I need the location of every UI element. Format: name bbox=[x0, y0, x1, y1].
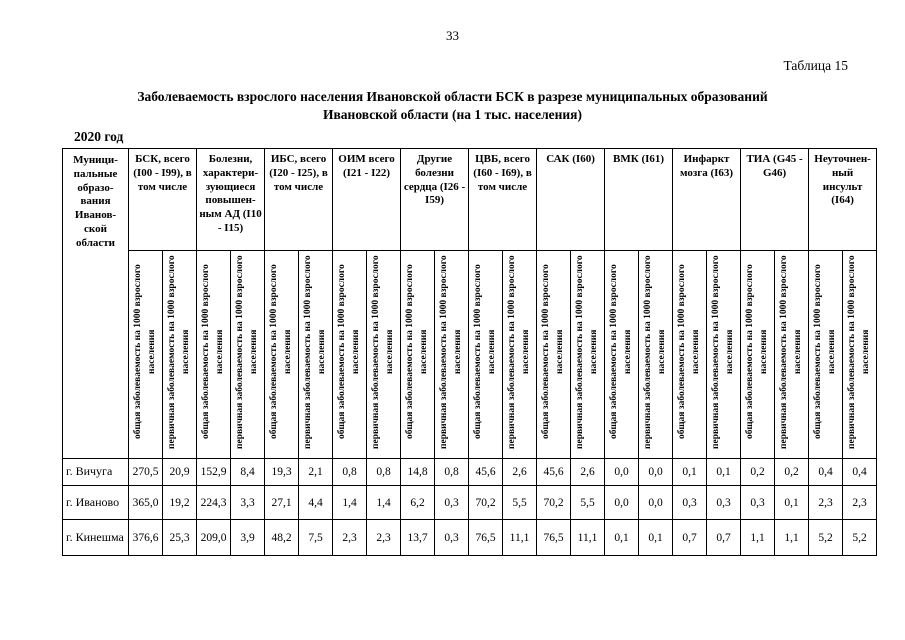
subheader-cell bbox=[367, 251, 401, 459]
value-cell: 365,0 bbox=[129, 486, 163, 520]
subheader-cell bbox=[469, 251, 503, 459]
value-cell: 0,1 bbox=[707, 459, 741, 486]
subheader-cell bbox=[197, 251, 231, 459]
value-cell: 7,5 bbox=[299, 520, 333, 556]
value-cell: 0,3 bbox=[435, 486, 469, 520]
value-cell: 1,1 bbox=[741, 520, 775, 556]
col-group-cvb: ЦВБ, всего (I60 - I69), в том числе bbox=[469, 149, 537, 251]
subheader-cell bbox=[843, 251, 877, 459]
table-row-vichuga bbox=[63, 459, 877, 486]
subheader-cell bbox=[231, 251, 265, 459]
value-cell: 2,3 bbox=[843, 486, 877, 520]
document-title bbox=[91, 88, 815, 123]
col-group-oim: ОИМ всего (I21 - I22) bbox=[333, 149, 401, 251]
value-cell: 70,2 bbox=[537, 486, 571, 520]
value-cell: 0,2 bbox=[741, 459, 775, 486]
col-group-vmk: ВМК (I61) bbox=[605, 149, 673, 251]
subheader-row bbox=[63, 251, 877, 459]
subheader-primary-label: первичная заболеваемость на 1000 взрослого населения bbox=[642, 255, 667, 449]
value-cell: 19,2 bbox=[163, 486, 197, 520]
subheader-total-label: общая заболеваемость на 1000 взрослого населения bbox=[472, 264, 497, 440]
value-cell: 0,3 bbox=[673, 486, 707, 520]
value-cell: 0,7 bbox=[673, 520, 707, 556]
year-label: 2020 год bbox=[74, 129, 124, 145]
value-cell: 0,1 bbox=[605, 520, 639, 556]
value-cell: 3,9 bbox=[231, 520, 265, 556]
value-cell: 19,3 bbox=[265, 459, 299, 486]
value-cell: 48,2 bbox=[265, 520, 299, 556]
value-cell: 5,2 bbox=[809, 520, 843, 556]
subheader-primary-label: первичная заболеваемость на 1000 взрослого населения bbox=[506, 255, 531, 449]
value-cell: 0,0 bbox=[605, 459, 639, 486]
title-line-1: Заболеваемость взрослого населения Ивановской области БСК в разрезе муниципальных образований bbox=[137, 89, 768, 104]
page-number: 33 bbox=[446, 28, 459, 43]
value-cell: 1,1 bbox=[775, 520, 809, 556]
table-row-kineshma bbox=[63, 520, 877, 556]
subheader-primary-label: первичная заболеваемость на 1000 взрослого населения bbox=[302, 255, 327, 449]
subheader-total-label: общая заболеваемость на 1000 взрослого населения bbox=[336, 264, 361, 440]
subheader-cell bbox=[129, 251, 163, 459]
subheader-primary-label: первичная заболеваемость на 1000 взрослого населения bbox=[710, 255, 735, 449]
subheader-total-label: общая заболеваемость на 1000 взрослого населения bbox=[132, 264, 157, 440]
subheader-total-label: общая заболеваемость на 1000 взрослого населения bbox=[744, 264, 769, 440]
title-line-2: Ивановской области (на 1 тыс. населения) bbox=[323, 106, 582, 122]
subheader-total-label: общая заболеваемость на 1000 взрослого населения bbox=[404, 264, 429, 440]
subheader-total-label: общая заболеваемость на 1000 взрослого населения bbox=[540, 264, 565, 440]
subheader-cell bbox=[673, 251, 707, 459]
subheader-cell bbox=[639, 251, 673, 459]
value-cell: 11,1 bbox=[571, 520, 605, 556]
value-cell: 70,2 bbox=[469, 486, 503, 520]
subheader-primary-label: первичная заболеваемость на 1000 взрослого населения bbox=[370, 255, 395, 449]
value-cell: 2,3 bbox=[333, 520, 367, 556]
col-group-ibs: ИБС, всего (I20 - I25), в том числе bbox=[265, 149, 333, 251]
subheader-primary-label: первичная заболеваемость на 1000 взрослого населения bbox=[846, 255, 871, 449]
subheader-cell bbox=[605, 251, 639, 459]
subheader-total-label: общая заболеваемость на 1000 взрослого населения bbox=[812, 264, 837, 440]
row-name-cell: г. Вичуга bbox=[63, 459, 129, 486]
value-cell: 45,6 bbox=[469, 459, 503, 486]
subheader-cell bbox=[809, 251, 843, 459]
value-cell: 3,3 bbox=[231, 486, 265, 520]
value-cell: 5,5 bbox=[503, 486, 537, 520]
value-cell: 0,3 bbox=[435, 520, 469, 556]
value-cell: 152,9 bbox=[197, 459, 231, 486]
subheader-primary-label: первичная заболеваемость на 1000 взрослого населения bbox=[166, 255, 191, 449]
corner-header-municipalities: Муници-пальные образо-вания Иванов-ской области bbox=[63, 149, 129, 459]
col-group-hypertension: Болезни, характери-зующиеся повышен-ным АД (I10 - I15) bbox=[197, 149, 265, 251]
subheader-cell bbox=[537, 251, 571, 459]
row-name-cell: г. Иваново bbox=[63, 486, 129, 520]
value-cell: 76,5 bbox=[537, 520, 571, 556]
value-cell: 0,3 bbox=[741, 486, 775, 520]
value-cell: 2,3 bbox=[367, 520, 401, 556]
value-cell: 45,6 bbox=[537, 459, 571, 486]
subheader-total-label: общая заболеваемость на 1000 взрослого населения bbox=[200, 264, 225, 440]
col-group-unspecified-stroke: Неуточнен-ный инсульт (I64) bbox=[809, 149, 877, 251]
col-group-other-heart: Другие болезни сердца (I26 - I59) bbox=[401, 149, 469, 251]
value-cell: 270,5 bbox=[129, 459, 163, 486]
value-cell: 0,8 bbox=[435, 459, 469, 486]
value-cell: 0,4 bbox=[843, 459, 877, 486]
value-cell: 5,5 bbox=[571, 486, 605, 520]
value-cell: 13,7 bbox=[401, 520, 435, 556]
value-cell: 0,3 bbox=[707, 486, 741, 520]
value-cell: 2,6 bbox=[571, 459, 605, 486]
value-cell: 0,2 bbox=[775, 459, 809, 486]
value-cell: 0,0 bbox=[605, 486, 639, 520]
value-cell: 6,2 bbox=[401, 486, 435, 520]
value-cell: 0,1 bbox=[673, 459, 707, 486]
col-group-sak: САК (I60) bbox=[537, 149, 605, 251]
value-cell: 76,5 bbox=[469, 520, 503, 556]
value-cell: 25,3 bbox=[163, 520, 197, 556]
subheader-total-label: общая заболеваемость на 1000 взрослого населения bbox=[268, 264, 293, 440]
value-cell: 376,6 bbox=[129, 520, 163, 556]
value-cell: 8,4 bbox=[231, 459, 265, 486]
value-cell: 0,8 bbox=[367, 459, 401, 486]
col-group-tia: ТИА (G45 - G46) bbox=[741, 149, 809, 251]
value-cell: 0,1 bbox=[775, 486, 809, 520]
value-cell: 27,1 bbox=[265, 486, 299, 520]
col-group-brain-infarction: Инфаркт мозга (I63) bbox=[673, 149, 741, 251]
subheader-cell bbox=[571, 251, 605, 459]
value-cell: 224,3 bbox=[197, 486, 231, 520]
subheader-cell bbox=[163, 251, 197, 459]
value-cell: 5,2 bbox=[843, 520, 877, 556]
value-cell: 0,8 bbox=[333, 459, 367, 486]
subheader-primary-label: первичная заболеваемость на 1000 взрослого населения bbox=[574, 255, 599, 449]
value-cell: 0,4 bbox=[809, 459, 843, 486]
value-cell: 1,4 bbox=[333, 486, 367, 520]
value-cell: 0,7 bbox=[707, 520, 741, 556]
subheader-cell bbox=[401, 251, 435, 459]
subheader-cell bbox=[775, 251, 809, 459]
subheader-total-label: общая заболеваемость на 1000 взрослого населения bbox=[676, 264, 701, 440]
subheader-total-label: общая заболеваемость на 1000 взрослого населения bbox=[608, 264, 633, 440]
value-cell: 11,1 bbox=[503, 520, 537, 556]
value-cell: 20,9 bbox=[163, 459, 197, 486]
morbidity-table bbox=[62, 148, 877, 556]
subheader-cell bbox=[333, 251, 367, 459]
value-cell: 1,4 bbox=[367, 486, 401, 520]
subheader-cell bbox=[265, 251, 299, 459]
value-cell: 14,8 bbox=[401, 459, 435, 486]
subheader-cell bbox=[435, 251, 469, 459]
value-cell: 2,6 bbox=[503, 459, 537, 486]
row-name-cell: г. Кинешма bbox=[63, 520, 129, 556]
subheader-cell bbox=[741, 251, 775, 459]
value-cell: 209,0 bbox=[197, 520, 231, 556]
value-cell: 4,4 bbox=[299, 486, 333, 520]
col-group-bsk-total: БСК, всего (I00 - I99), в том числе bbox=[129, 149, 197, 251]
subheader-primary-label: первичная заболеваемость на 1000 взрослого населения bbox=[438, 255, 463, 449]
value-cell: 0,0 bbox=[639, 486, 673, 520]
subheader-cell bbox=[299, 251, 333, 459]
subheader-primary-label: первичная заболеваемость на 1000 взрослого населения bbox=[234, 255, 259, 449]
subheader-primary-label: первичная заболеваемость на 1000 взрослого населения bbox=[778, 255, 803, 449]
value-cell: 0,0 bbox=[639, 459, 673, 486]
table-row-ivanovo bbox=[63, 486, 877, 520]
value-cell: 0,1 bbox=[639, 520, 673, 556]
subheader-cell bbox=[707, 251, 741, 459]
value-cell: 2,1 bbox=[299, 459, 333, 486]
subheader-cell bbox=[503, 251, 537, 459]
group-header-row bbox=[63, 149, 877, 251]
value-cell: 2,3 bbox=[809, 486, 843, 520]
table-caption-label: Таблица 15 bbox=[783, 58, 848, 73]
